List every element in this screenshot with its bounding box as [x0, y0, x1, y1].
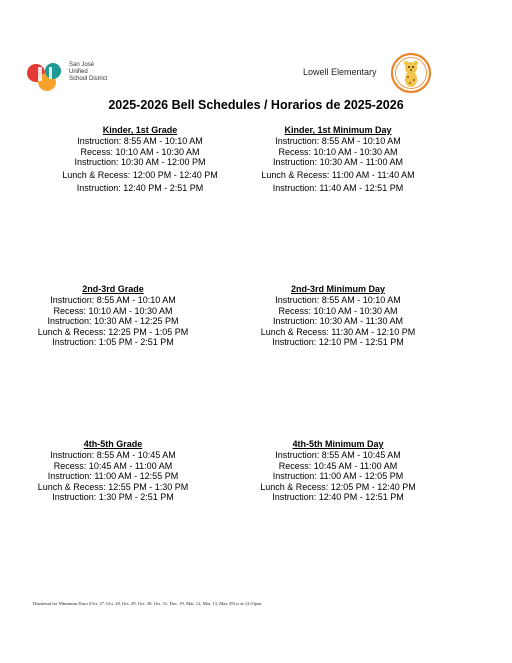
schedule-kinder-1st-minimum	[238, 125, 438, 194]
schedule-heading: 4th-5th Grade	[83, 439, 143, 449]
schedule-row: Recess: 10:45 AM - 11:00 AM	[278, 460, 398, 471]
schedule-row: Instruction: 10:30 AM - 11:30 AM	[273, 316, 403, 326]
schedule-row: Instruction: 10:30 AM - 12:25 PM	[47, 316, 179, 326]
schedule-row: Lunch & Recess: 12:25 PM - 1:05 PM	[37, 326, 189, 337]
page-title: 2025-2026 Bell Schedules / Horarios de 2025-2026	[108, 98, 404, 112]
schedule-row: Instruction: 1:30 PM - 2:51 PM	[52, 492, 174, 502]
footnote: Dismissal for Minimum Days (Oct. 27, Oct. 28, Oct. 29, Oct. 30, Oct. 31, Dec. 19, Mar. 12, Mar. 13, May 29) is at 12:51pm.	[33, 601, 263, 606]
schedule-row: Recess: 10:10 AM - 10:30 AM	[278, 146, 398, 157]
schedule-heading: 2nd-3rd Grade	[82, 284, 144, 294]
schedule-heading: 4th-5th Minimum Day	[292, 439, 384, 449]
schedule-row: Instruction: 10:30 AM - 12:00 PM	[74, 157, 206, 167]
schedule-row: Recess: 10:10 AM - 10:30 AM	[53, 305, 173, 316]
schedule-row: Lunch & Recess: 11:00 AM - 11:40 AM	[261, 169, 415, 180]
schedule-row: Instruction: 8:55 AM - 10:10 AM	[77, 136, 203, 146]
schedule-2nd-3rd-minimum	[238, 284, 438, 348]
district-name: San José Unified School District	[69, 62, 108, 82]
schedule-row: Lunch & Recess: 11:30 AM - 12:10 PM	[260, 326, 416, 337]
schedule-row: Instruction: 12:40 PM - 12:51 PM	[272, 492, 404, 502]
schedule-4th-5th	[13, 439, 213, 503]
school-name: Lowell Elementary	[303, 67, 377, 77]
schedule-row: Instruction: 8:55 AM - 10:45 AM	[275, 450, 401, 460]
schedule-row: Instruction: 10:30 AM - 11:00 AM	[273, 157, 403, 167]
schedule-4th-5th-minimum	[238, 439, 438, 503]
schedule-row: Recess: 10:10 AM - 10:30 AM	[278, 305, 398, 316]
schedule-row: Instruction: 1:05 PM - 2:51 PM	[52, 337, 174, 347]
schedule-heading: 2nd-3rd Minimum Day	[290, 284, 385, 294]
schedule-row: Lunch & Recess: 12:05 PM - 12:40 PM	[260, 481, 416, 492]
schedule-row: Instruction: 12:40 PM - 2:51 PM	[76, 183, 204, 193]
schedule-row: Recess: 10:10 AM - 10:30 AM	[80, 146, 200, 157]
school-mascot-icon	[391, 53, 431, 93]
schedule-row: Instruction: 11:00 AM - 12:05 PM	[272, 471, 404, 481]
schedule-row: Instruction: 8:55 AM - 10:10 AM	[50, 295, 176, 305]
schedule-row: Instruction: 8:55 AM - 10:10 AM	[275, 136, 401, 146]
schedule-row: Instruction: 11:40 AM - 12:51 PM	[272, 183, 404, 193]
schedule-heading: Kinder, 1st Minimum Day	[284, 125, 392, 135]
schedule-kinder-1st	[40, 125, 240, 194]
schedule-row: Instruction: 8:55 AM - 10:45 AM	[50, 450, 176, 460]
schedule-row: Instruction: 8:55 AM - 10:10 AM	[275, 295, 401, 305]
schedule-row: Lunch & Recess: 12:00 PM - 12:40 PM	[62, 169, 218, 180]
schedule-heading: Kinder, 1st Grade	[102, 125, 178, 135]
schedule-row: Recess: 10:45 AM - 11:00 AM	[53, 460, 173, 471]
schedule-row: Instruction: 12:10 PM - 12:51 PM	[272, 337, 404, 347]
schedule-row: Lunch & Recess: 12:55 PM - 1:30 PM	[37, 481, 189, 492]
schedule-2nd-3rd	[13, 284, 213, 348]
schedule-row: Instruction: 11:00 AM - 12:55 PM	[47, 471, 179, 481]
